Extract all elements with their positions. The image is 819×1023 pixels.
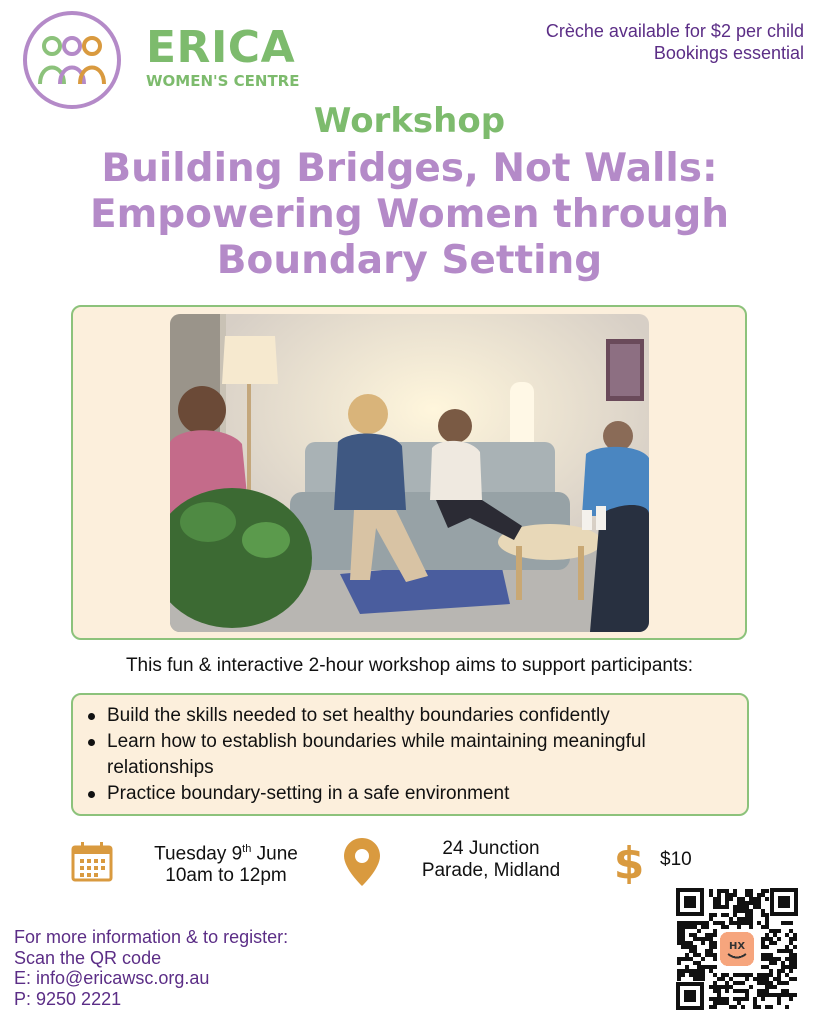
date-suffix: th [242,843,252,855]
contact-email[interactable]: E: info@ericawsc.org.au [14,968,210,988]
date-line [140,838,312,865]
list-item: Build the skills needed to set healthy boundaries confidently [88,703,738,729]
date-day: Tuesday 9 [154,843,243,865]
brand-subtitle: WOMEN'S CENTRE [146,72,300,90]
contact-info [14,927,288,1009]
contact-phone[interactable]: P: 9250 2221 [14,988,122,1009]
workshop-title [0,146,819,284]
title-line: Empowering Women through [89,192,730,237]
creche-line: Crèche available for $2 per child [545,21,804,41]
date-month: June [251,843,298,865]
location-line: 24 Junction [442,838,540,859]
intro-text: This fun & interactive 2-hour workshop aims to support participants: [125,655,694,676]
qr-badge-text: HX [728,941,746,952]
brand-name: ERICA [146,22,296,73]
list-item: Learn how to establish boundaries while maintaining meaningful relationships [88,729,738,781]
list-item: Practice boundary-setting in a safe environment [88,781,738,807]
creche-notice [546,20,804,64]
event-location [400,838,582,882]
workshop-photo [170,314,649,632]
qr-code[interactable] [676,888,798,1010]
contact-line: For more information & to register: [14,927,289,947]
title-line: Building Bridges, Not Walls: [101,146,718,191]
calendar-icon [71,842,113,882]
erica-logo-icon [22,10,122,110]
location-line: Parade, Midland [421,860,561,881]
brand-wordmark [146,22,300,90]
svg-text:$: $ [614,838,644,884]
title-line: Boundary Setting [216,238,603,283]
bookings-line: Bookings essential [653,43,804,63]
dollar-icon [614,838,644,884]
location-pin-icon [344,838,380,886]
contact-line: Scan the QR code [14,947,162,968]
workshop-label: Workshop [313,101,506,141]
objectives-list [88,703,738,807]
event-date [140,838,312,887]
time-line: 10am to 12pm [165,865,287,887]
event-price: $10 [660,849,692,870]
